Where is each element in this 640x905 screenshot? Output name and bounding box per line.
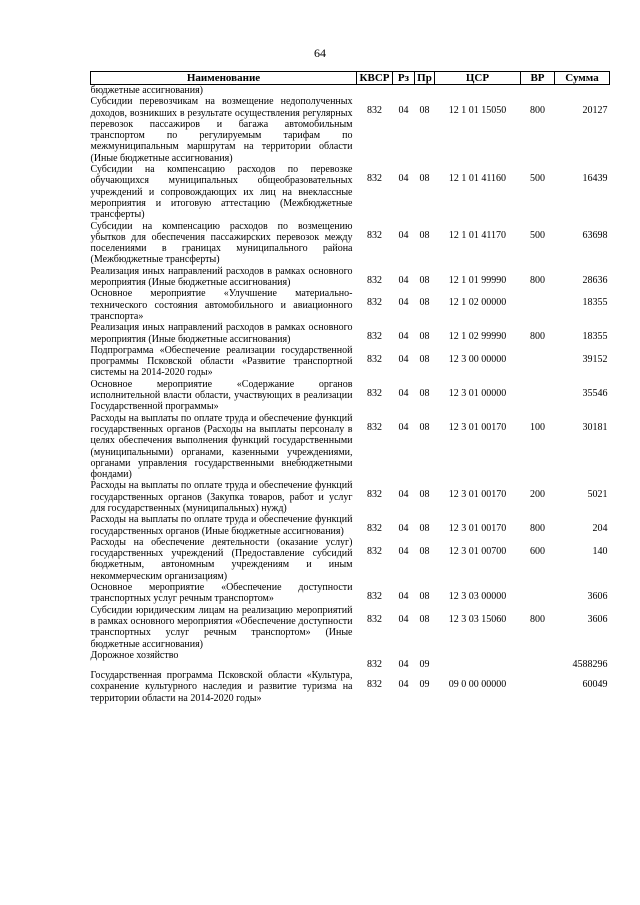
header-rz: Рз <box>393 72 415 85</box>
cell-pr: 08 <box>419 353 430 365</box>
header-vr: ВР <box>521 72 555 85</box>
cell-name: Реализация иных направлений расходов в рамках основного мероприятия (Иные бюджетные ассигнования) <box>90 322 353 345</box>
cell-kvsr: 832 <box>367 421 382 433</box>
cell-sum: 30181 <box>582 421 608 433</box>
cell-rz: 04 <box>398 545 409 557</box>
cell-pr: 08 <box>419 229 430 241</box>
cell-vr: 800 <box>530 274 545 286</box>
table-row <box>91 514 610 537</box>
page-number: 64 <box>314 46 326 60</box>
cell-name: Государственная программа Псковской области «Культура, сохранение культурного наследия и развитие туризма на территории области на 2014-2020 годы» <box>90 670 353 704</box>
cell-pr: 08 <box>419 489 430 501</box>
cell-rz: 04 <box>398 387 409 399</box>
cell-rz: 04 <box>398 613 409 625</box>
table-row <box>91 266 610 289</box>
table-body <box>91 85 610 705</box>
cell-rz: 04 <box>398 229 409 241</box>
cell-vr: 600 <box>530 545 545 557</box>
table-row <box>91 322 610 345</box>
table-row <box>91 345 610 379</box>
cell-kvsr: 832 <box>367 353 382 365</box>
header-csr: ЦСР <box>435 72 521 85</box>
cell-name: Основное мероприятие «Улучшение материально-технического состояния автомобильного и авиационного транспорта» <box>90 288 353 322</box>
cell-vr <box>521 379 555 413</box>
cell-kvsr: 832 <box>367 173 382 185</box>
table-row <box>91 537 610 582</box>
cell-sum: 18355 <box>582 331 608 343</box>
cell-csr: 12 3 01 00000 <box>448 387 507 399</box>
cell-sum: 20127 <box>582 105 608 117</box>
cell-name: Субсидии юридическим лицам на реализацию мероприятий в рамках основного мероприятия «Обеспечение доступности транспортных услуг речным транспортом» (Иные бюджетные ассигнования) <box>90 604 353 650</box>
cell-vr: 800 <box>530 331 545 343</box>
cell-pr: 08 <box>419 613 430 625</box>
cell-vr: 500 <box>530 173 545 185</box>
cell-rz: 04 <box>398 353 409 365</box>
cell-name: Расходы на выплаты по оплате труда и обеспечение функций государственных органов (Закупка товаров, работ и услуг для государственных (муниципальных) нужд) <box>90 480 353 514</box>
cell-vr: 800 <box>530 105 545 117</box>
cell-kvsr: 832 <box>367 523 382 535</box>
cell-sum: 3606 <box>587 613 608 625</box>
header-name: Наименование <box>91 72 357 85</box>
cell-name: Субсидии перевозчикам на возмещение недополученных доходов, возникших в результате осуществления регулярных перевозок пассажиров и багажа автомобильным транспортом по регулируемым тарифам по межмуниципальным маршрутам на территории области (Иные бюджетные ассигнования) <box>90 96 353 164</box>
cell-vr: 100 <box>530 421 545 433</box>
cell-rz: 04 <box>398 173 409 185</box>
cell-kvsr: 832 <box>367 387 382 399</box>
budget-table <box>90 71 610 704</box>
cell-pr: 08 <box>419 331 430 343</box>
table-row <box>91 605 610 650</box>
cell-sum: 3606 <box>587 591 608 603</box>
table-row <box>91 480 610 514</box>
cell-rz: 04 <box>398 489 409 501</box>
cell-vr <box>521 345 555 379</box>
cell-csr: 12 3 00 00000 <box>448 353 507 365</box>
cell-vr <box>521 650 555 670</box>
cell-vr: 800 <box>530 613 545 625</box>
cell-vr <box>521 288 555 322</box>
cell-csr <box>435 650 521 670</box>
cell-pr: 08 <box>419 297 430 309</box>
cell-vr: 800 <box>530 523 545 535</box>
table-row <box>91 413 610 481</box>
cell-csr: 12 3 01 00170 <box>448 489 507 501</box>
cell-rz: 04 <box>398 421 409 433</box>
cell-rz: 04 <box>398 679 409 691</box>
cell-kvsr: 832 <box>367 613 382 625</box>
cell-pr: 09 <box>419 679 430 691</box>
cell-pr: 08 <box>419 523 430 535</box>
cell-kvsr: 832 <box>367 679 382 691</box>
cell-sum: 60049 <box>582 679 608 691</box>
cell-pr: 08 <box>419 545 430 557</box>
cell-csr: 12 3 01 00170 <box>448 421 507 433</box>
cell-rz: 04 <box>398 591 409 603</box>
cell-sum: 140 <box>592 545 608 557</box>
cell-name: Субсидии на компенсацию расходов по возмещению убытков для обеспечения пассажирских перевозок между поселениями в границах муниципального района (Межбюджетные трансферты) <box>90 220 353 266</box>
cell-kvsr: 832 <box>367 545 382 557</box>
cell-vr <box>521 670 555 704</box>
cell-kvsr: 832 <box>367 105 382 117</box>
cell-rz: 04 <box>398 274 409 286</box>
table-row <box>91 650 610 670</box>
cell-name: Реализация иных направлений расходов в рамках основного мероприятия (Иные бюджетные ассигнования) <box>90 265 353 289</box>
cell-kvsr: 832 <box>367 591 382 603</box>
cell-sum: 39152 <box>582 353 608 365</box>
cell-vr <box>521 582 555 605</box>
table-row <box>91 164 610 220</box>
cell-name: Расходы на обеспечение деятельности (оказание услуг) государственных учреждений (Предоставление субсидий бюджетным, автономным учреждениям и иным некоммерческим организациям) <box>90 536 353 582</box>
cell-kvsr: 832 <box>367 489 382 501</box>
cell-csr: 12 1 01 99990 <box>448 274 507 286</box>
cell-vr: 200 <box>530 489 545 501</box>
cell-name: Подпрограмма «Обеспечение реализации государственной программы Псковской области «Развитие транспортной системы на 2014-2020 годы» <box>90 344 353 379</box>
cell-name: Основное мероприятие «Содержание органов исполнительной власти области, участвующих в реализации Государственной программы» <box>90 378 353 413</box>
cell-kvsr: 832 <box>367 331 382 343</box>
cell-pr: 08 <box>419 387 430 399</box>
cell-name: Расходы на выплаты по оплате труда и обеспечение функций государственных органов (Иные бюджетные ассигнования) <box>90 514 353 537</box>
header-kvsr: КВСР <box>357 72 393 85</box>
cell-sum: 28636 <box>582 274 608 286</box>
header-sum: Сумма <box>555 72 610 85</box>
cell-csr: 09 0 00 00000 <box>448 679 507 691</box>
cell-sum: 16439 <box>582 173 608 185</box>
cell-pr: 08 <box>419 105 430 117</box>
continuation-row <box>91 85 610 97</box>
cell-pr: 08 <box>419 591 430 603</box>
cell-csr: 12 3 03 15060 <box>448 613 507 625</box>
cell-csr: 12 3 01 00700 <box>448 545 507 557</box>
cell-csr: 12 1 02 99990 <box>448 331 507 343</box>
cell-sum: 204 <box>592 523 608 535</box>
cell-name: Основное мероприятие «Обеспечение доступности транспортных услуг речным транспортом» <box>90 582 353 605</box>
cell-rz: 04 <box>398 297 409 309</box>
header-pr: Пр <box>415 72 435 85</box>
cell-pr: 08 <box>419 421 430 433</box>
cell-rz: 04 <box>398 105 409 117</box>
cell-kvsr: 832 <box>367 297 382 309</box>
cell-vr: 500 <box>530 229 545 241</box>
cell-csr: 12 1 01 15050 <box>448 105 507 117</box>
cell-name: Расходы на выплаты по оплате труда и обеспечение функций государственных органов (Расходы на выплаты персоналу в целях обеспечения выполнения функций государственными (муниципальными) органами, казенными учреждениями, органами управления государственными внебюджетными фондами) <box>90 412 353 481</box>
cell-sum: 63698 <box>582 229 608 241</box>
table-row <box>91 582 610 605</box>
cell-csr: 12 1 01 41170 <box>448 229 507 241</box>
cell-sum: 35546 <box>582 387 608 399</box>
table-row <box>91 379 610 413</box>
cell-kvsr: 832 <box>367 229 382 241</box>
cell-pr: 09 <box>419 658 430 670</box>
cell-kvsr: 832 <box>367 658 382 670</box>
continuation-text: бюджетные ассигнования) <box>90 85 204 96</box>
cell-csr: 12 3 01 00170 <box>448 523 507 535</box>
cell-pr: 08 <box>419 274 430 286</box>
table-row <box>91 96 610 164</box>
cell-rz: 04 <box>398 331 409 343</box>
cell-csr: 12 1 02 00000 <box>448 297 507 309</box>
table-row <box>91 670 610 704</box>
cell-sum: 4588296 <box>572 658 608 670</box>
table-row <box>91 221 610 266</box>
cell-csr: 12 3 03 00000 <box>448 591 507 603</box>
cell-name: Субсидии на компенсацию расходов по перевозке обучающихся муниципальных общеобразовательных учреждений и сопровождающих их лиц на внеклассные мероприятия и итоговую аттестацию (Межбюджетные трансферты) <box>90 164 353 221</box>
table-row <box>91 288 610 322</box>
cell-sum: 5021 <box>587 489 608 501</box>
cell-rz: 04 <box>398 658 409 670</box>
cell-name: Дорожное хозяйство <box>90 649 179 661</box>
cell-kvsr: 832 <box>367 274 382 286</box>
cell-sum: 18355 <box>582 297 608 309</box>
table-header <box>91 72 610 85</box>
cell-rz: 04 <box>398 523 409 535</box>
cell-pr: 08 <box>419 173 430 185</box>
cell-csr: 12 1 01 41160 <box>448 173 507 185</box>
